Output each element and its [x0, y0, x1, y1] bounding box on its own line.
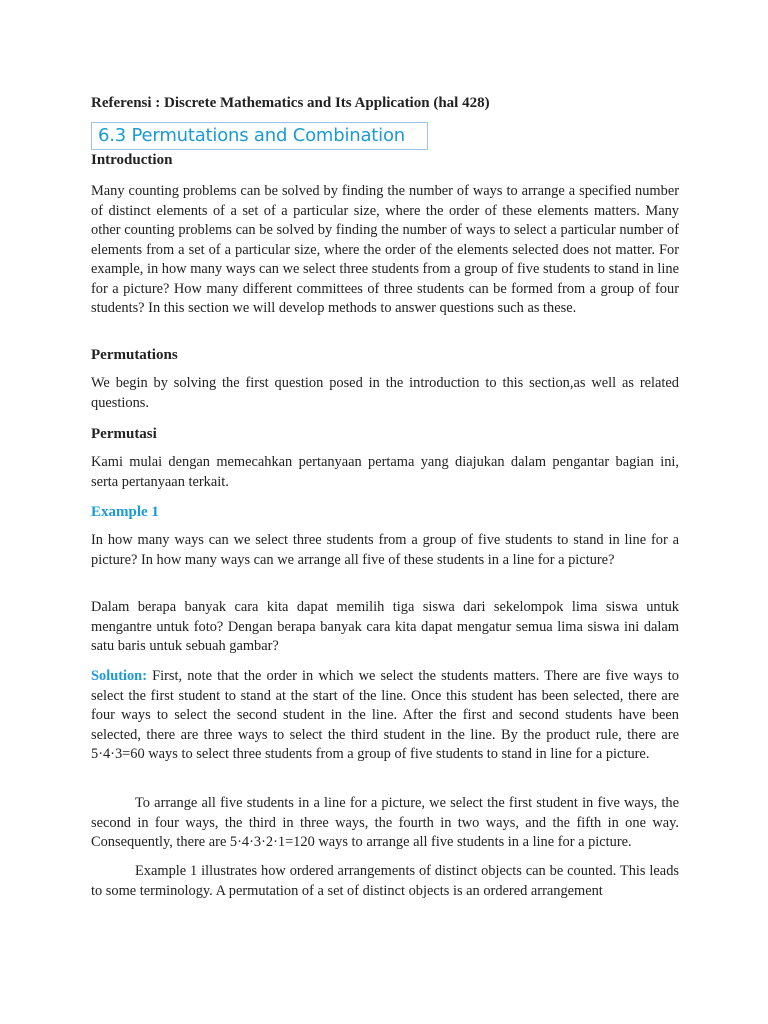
permutasi-paragraph: Kami mulai dengan memecahkan pertanyaan pertama yang diajukan dalam pengantar bagian ini, serta pertanyaan terkait.	[91, 454, 679, 490]
section-title-box	[91, 122, 428, 150]
permutasi-heading: Permutasi	[91, 426, 157, 442]
introduction-paragraph: Many counting problems can be solved by finding the number of ways to arrange a specified number of distinct elements of a set of a particular size, where the order of these elements matters. Many other counting problems can be solved by finding the number of ways to select a particular number of elements from a set of a particular size, where the order of the elements selected does not matter. For example, in how many ways can we select three students from a group of five students to stand in line for a picture? How many different committees of three students can be formed from a group of four students? In this section we will develop methods to answer questions such as these.	[91, 183, 679, 316]
reference-line: Referensi : Discrete Mathematics and Its Application (hal 428)	[91, 95, 490, 111]
solution-text: First, note that the order in which we select the students matters. There are five ways to select the first student to stand at the start of the line. Once this student has been selected, there are four ways to select the second student in the line. After the first and second students have been selected, there are three ways to select the third student in the line. By the product rule, there are 5·4·3=60 ways to select three students from a group of five students to stand in line for a picture.	[91, 668, 679, 762]
introduction-heading: Introduction	[91, 152, 173, 168]
permutations-heading: Permutations	[91, 347, 178, 363]
solution-label: Solution:	[91, 668, 147, 684]
solution-paragraph	[91, 667, 679, 765]
illustrates-text: Example 1 illustrates how ordered arrangements of distinct objects can be counted. This leads to some terminology. A permutation of a set of distinct objects is an ordered arrangement	[91, 863, 679, 899]
arrange-paragraph	[91, 794, 679, 853]
section-title: 6.3 Permutations and Combination	[98, 125, 405, 146]
permutations-paragraph: We begin by solving the first question posed in the introduction to this section,as well as related questions.	[91, 375, 679, 411]
illustrates-paragraph	[91, 862, 679, 901]
example-1-heading: Example 1	[91, 504, 159, 520]
example-1-question-english: In how many ways can we select three students from a group of five students to stand in line for a picture? In how many ways can we arrange all five of these students in a line for a picture?	[91, 532, 679, 568]
example-1-question-indonesian: Dalam berapa banyak cara kita dapat memilih tiga siswa dari sekelompok lima siswa untuk mengantre untuk foto? Dengan berapa banyak cara kita dapat mengatur semua lima siswa ini dalam satu baris untuk sebuah gambar?	[91, 599, 679, 654]
arrange-text: To arrange all five students in a line for a picture, we select the first student in five ways, the second in four ways, the third in three ways, the fourth in two ways, and the fifth in one way. Consequently, there are 5·4·3·2·1=120 ways to arrange all five students in a line for a picture.	[91, 795, 679, 850]
